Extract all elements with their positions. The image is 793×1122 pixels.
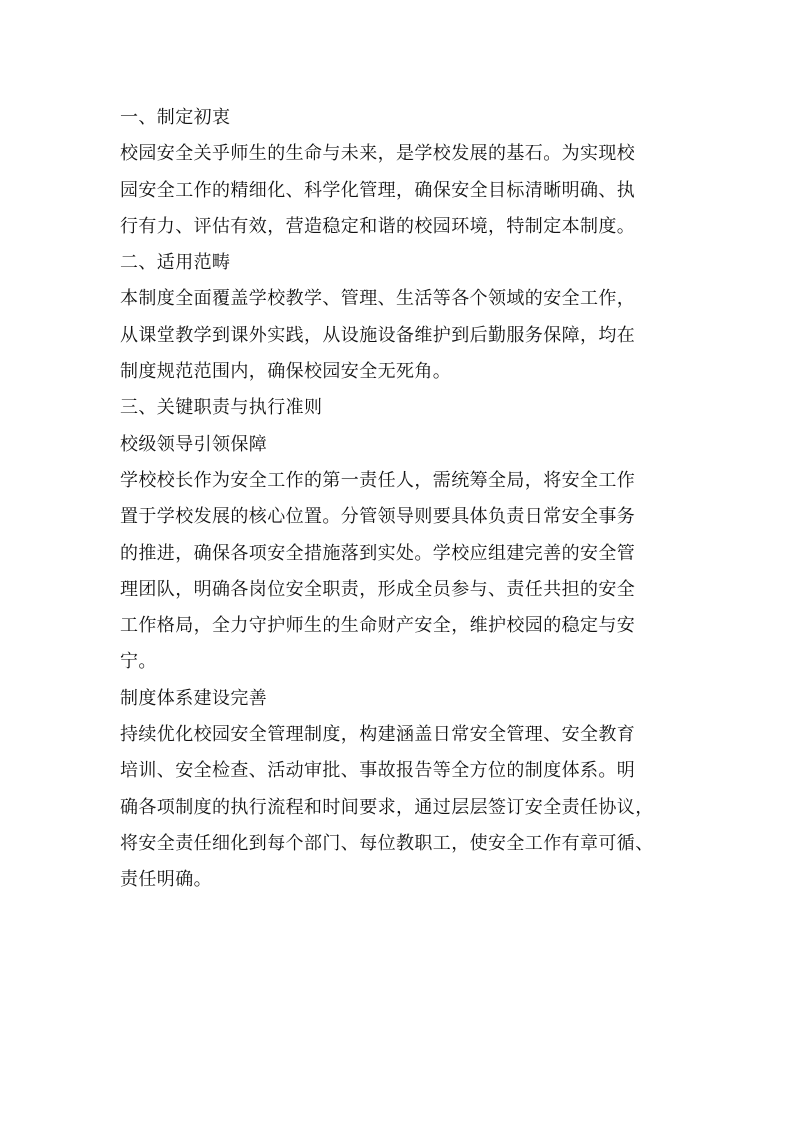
section-purpose <box>120 100 680 245</box>
paragraph-line: 持续优化校园安全管理制度，构建涵盖日常安全管理、安全教育 <box>120 724 636 746</box>
paragraph-line: 理团队，明确各岗位安全职责，形成全员参与、责任共担的安全 <box>120 578 636 600</box>
subsection-heading: 校级领导引领保障 <box>120 433 268 455</box>
paragraph-line: 的推进，确保各项安全措施落到实处。学校应组建完善的安全管 <box>120 542 636 564</box>
section-scope <box>120 245 680 390</box>
section-heading: 一、制定初衷 <box>120 107 231 128</box>
paragraph-line: 确各项制度的执行流程和时间要求，通过层层签订安全责任协议， <box>120 796 654 818</box>
paragraph-line: 学校校长作为安全工作的第一责任人，需统筹全局，将安全工作 <box>120 469 636 491</box>
paragraph <box>120 136 680 245</box>
paragraph-line: 培训、安全检查、活动审批、事故报告等全方位的制度体系。明 <box>120 760 636 782</box>
paragraph-line: 宁。 <box>120 651 157 673</box>
paragraph-line: 从课堂教学到课外实践，从设施设备维护到后勤服务保障，均在 <box>120 324 636 346</box>
document-body <box>120 100 680 899</box>
paragraph-line: 工作格局，全力守护师生的生命财产安全，维护校园的稳定与安 <box>120 615 636 637</box>
paragraph <box>120 281 680 390</box>
paragraph-line: 将安全责任细化到每个部门、每位教职工，使安全工作有章可循、 <box>120 832 654 854</box>
section-heading: 三、关键职责与执行准则 <box>120 397 323 419</box>
paragraph-line: 本制度全面覆盖学校教学、管理、生活等各个领域的安全工作， <box>120 288 636 310</box>
paragraph-line: 责任明确。 <box>120 869 212 891</box>
paragraph-line: 园安全工作的精细化、科学化管理，确保安全目标清晰明确、执 <box>120 179 636 201</box>
paragraph-line: 校园安全关乎师生的生命与未来，是学校发展的基石。为实现校 <box>120 143 636 165</box>
subsection-heading: 制度体系建设完善 <box>120 687 268 709</box>
subsection-leadership <box>120 427 680 681</box>
subsection-system <box>120 681 680 899</box>
paragraph-line: 行有力、评估有效，营造稳定和谐的校园环境，特制定本制度。 <box>120 215 636 237</box>
paragraph-line: 制度规范范围内，确保校园安全无死角。 <box>120 361 452 383</box>
section-heading: 二、适用范畴 <box>120 252 231 274</box>
section-responsibilities <box>120 390 680 898</box>
paragraph-line: 置于学校发展的核心位置。分管领导则要具体负责日常安全事务 <box>120 506 636 528</box>
